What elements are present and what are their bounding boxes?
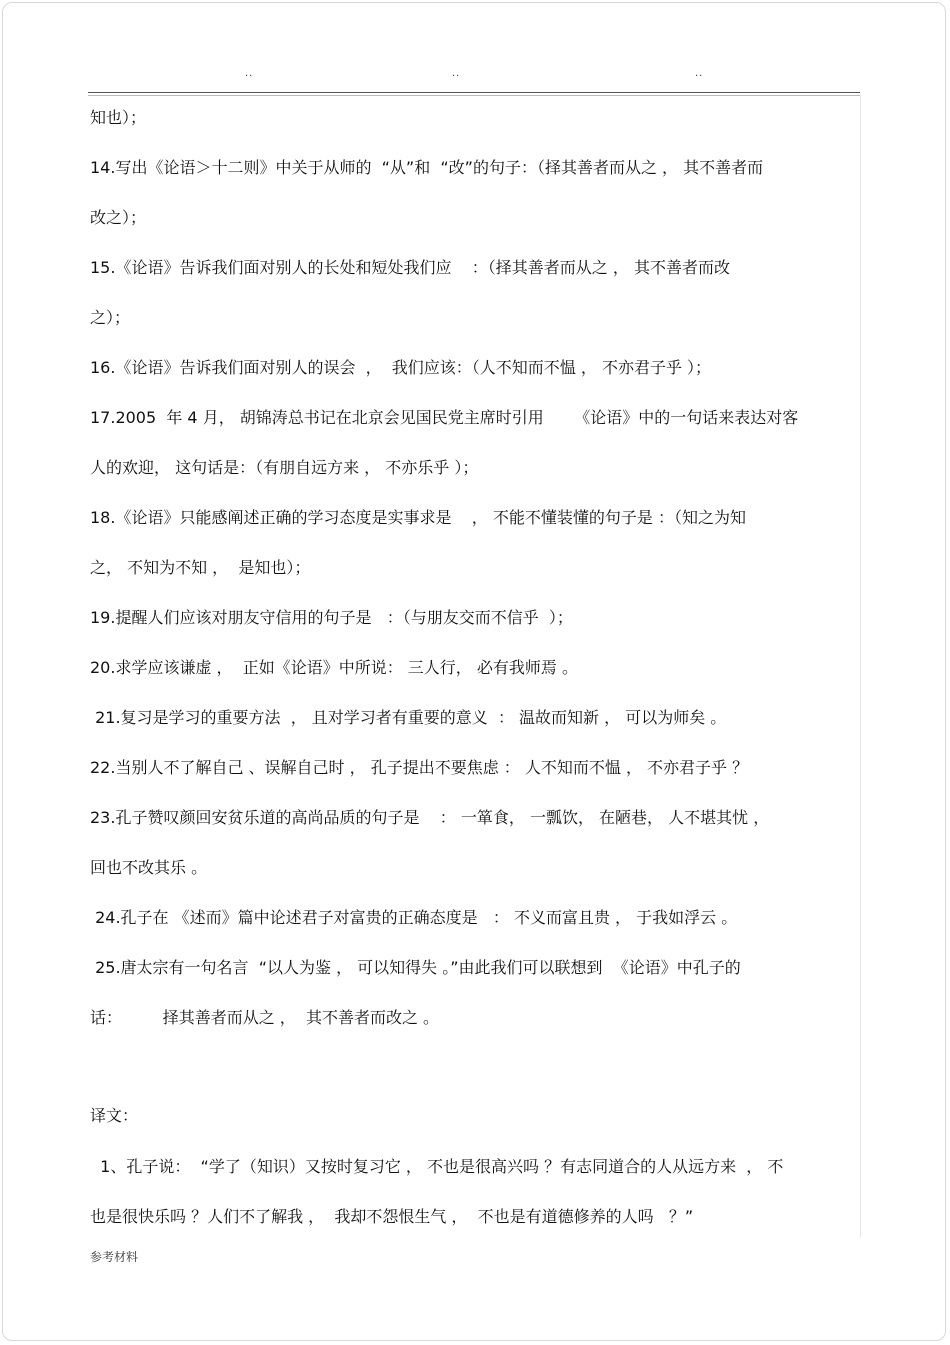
- header-dots-center: ..: [452, 68, 461, 79]
- text-line: 人的欢迎， 这句话是：（有朋自远方来 ， 不亦乐乎 ）；: [90, 458, 479, 477]
- text-line: 知也）；: [90, 108, 147, 127]
- text-line: 23.孔子赞叹颜回安贫乐道的高尚品质的句子是 ： 一箪食， 一瓢饮， 在陋巷， 人不堪其忧 ，: [90, 808, 770, 827]
- header-rule: [88, 92, 860, 93]
- section-heading: 译文：: [90, 1106, 139, 1125]
- header-rule-secondary: [88, 95, 860, 96]
- header-dots-right: ..: [695, 68, 704, 79]
- footer-label: 参考材料: [90, 1250, 139, 1264]
- text-line: 1、孔子说： “学了（知识）又按时复习它 ， 不也是很高兴吗 ？有志同道合的人从远方来 ， 不: [90, 1157, 784, 1176]
- text-line: 17.2005 年 4 月， 胡锦涛总书记在北京会见国民党主席时引用 《论语》中的一句话来表达对客: [90, 408, 799, 427]
- text-line: 也是很快乐吗 ？人们不了解我 ， 我却不怨恨生气 ， 不也是有道德修养的人吗 ？”: [90, 1207, 694, 1226]
- content-right-border: [860, 95, 861, 1238]
- text-line: 话： 择其善者而从之 ， 其不善者而改之 。: [90, 1008, 440, 1027]
- text-line: 22.当别人不了解自己 、误解自己时 ， 孔子提出不要焦虑 ： 人不知而不愠 ， 不亦君子乎 ？: [90, 758, 749, 777]
- text-line: 19.提醒人们应该对朋友守信用的句子是 ：（与朋友交而不信乎 ）；: [90, 608, 573, 627]
- text-line: 回也不改其乐 。: [90, 858, 208, 877]
- text-line: 18.《论语》只能感阐述正确的学习态度是实事求是 ， 不能不懂装懂的句子是 ：（知之为知: [90, 508, 746, 527]
- text-line: 21.复习是学习的重要方法 ， 且对学习者有重要的意义 ： 温故而知新 ， 可以为师矣 。: [90, 708, 727, 727]
- text-line: 20.求学应该谦虚 ， 正如《论语》中所说： 三人行， 必有我师焉 。: [90, 658, 578, 677]
- text-line: 15.《论语》告诉我们面对别人的长处和短处我们应 ：（择其善者而从之 ， 其不善者而改: [90, 258, 730, 277]
- text-line: 24.孔子在 《述而》篇中论述君子对富贵的正确态度是 ： 不义而富且贵 ， 于我如浮云 。: [90, 908, 738, 927]
- text-line: 25.唐太宗有一句名言 “以人为鉴 ， 可以知得失 。”由此我们可以联想到 《论语》中孔子的: [90, 958, 741, 977]
- header-dots-left: ..: [245, 68, 254, 79]
- text-line: 之）；: [90, 308, 131, 327]
- text-line: 改之）；: [90, 208, 147, 227]
- text-line: 之， 不知为不知 ， 是知也）；: [90, 558, 311, 577]
- text-line: 16.《论语》告诉我们面对别人的误会 ， 我们应该：（人不知而不愠 ， 不亦君子乎 ）；: [90, 358, 712, 377]
- text-line: 14.写出《论语＞十二则》中关于从师的 “从”和 “改”的句子：（择其善者而从之 ， 其不善者而: [90, 158, 764, 177]
